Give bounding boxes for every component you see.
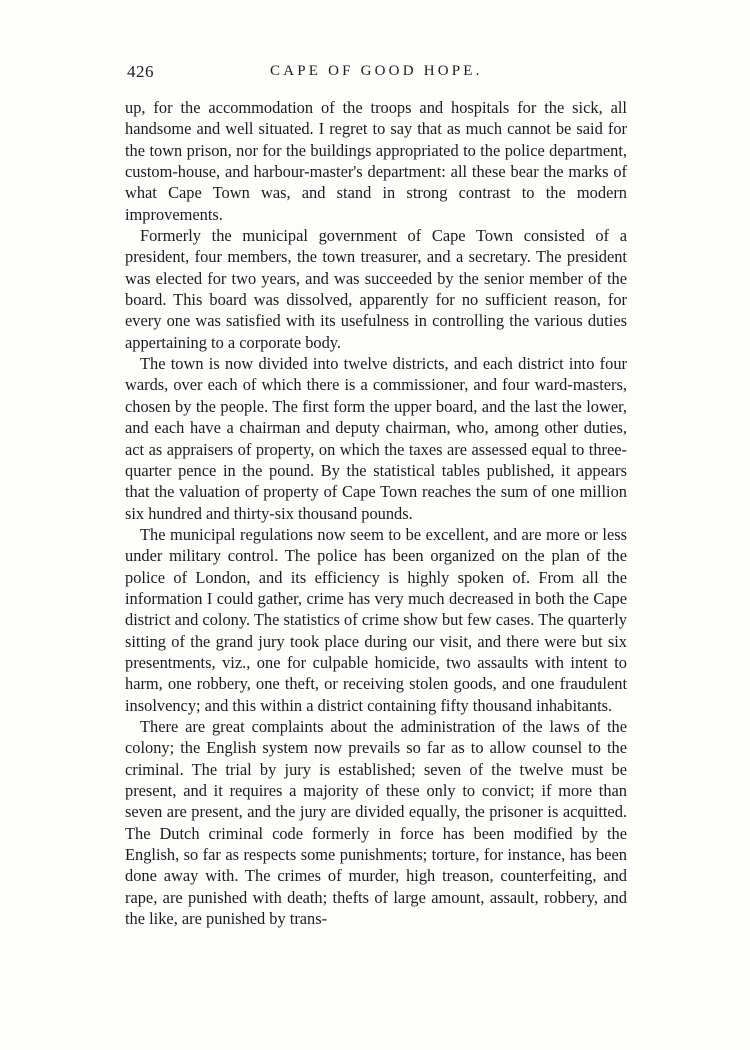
running-head: CAPE OF GOOD HOPE. — [270, 63, 483, 79]
page-header — [127, 62, 627, 86]
paragraph-4: The municipal regulations now seem to be excellent, and are more or less under military control. The police has been organized on the plan of the police of London, and its efficiency is highly spoken of. From all the information I could gather, crime has very much decreased in both the Cape district and colony. The statistics of crime show but few cases. The quarterly sitting of the grand jury took place during our visit, and there were but six presentments, viz., one for culpable homicide, two assaults with intent to harm, one robbery, one theft, or receiving stolen goods, and one fraudulent insolvency; and this within a district containing fifty thousand inhabitants. — [125, 524, 627, 715]
page-number: 426 — [127, 62, 154, 81]
paragraph-1: up, for the accommodation of the troops and hospitals for the sick, all handsome and well situated. I regret to say that as much cannot be said for the town prison, nor for the buildings appropriated to the police department, custom-house, and harbour-master's department: all these bear the marks of what Cape Town was, and stand in strong contrast to the modern improvements. — [125, 98, 627, 224]
paragraph-2: Formerly the municipal government of Cape Town consisted of a president, four members, the town treasurer, and a secretary. The president was elected for two years, and was succeeded by the senior member of the board. This board was dissolved, apparently for no sufficient reason, for every one was satisfied with its usefulness in controlling the various duties appertaining to a corporate body. — [125, 226, 627, 352]
body-text — [125, 97, 627, 929]
paragraph-5: There are great complaints about the administration of the laws of the colony; the English system now prevails so far as to allow counsel to the criminal. The trial by jury is established; seven of the twelve must be present, and it requires a majority of these only to convict; if more than seven are present, and the jury are divided equally, the prisoner is acquitted. The Dutch criminal code formerly in force has been modified by the English, so far as respects some punishments; torture, for instance, has been done away with. The crimes of murder, high treason, counterfeiting, and rape, are punished with death; thefts of large amount, assault, robbery, and the like, are punished by trans- — [125, 716, 627, 929]
paragraph-3: The town is now divided into twelve districts, and each district into four wards, over each of which there is a commissioner, and four ward-masters, chosen by the people. The first form the upper board, and the last the lower, and each have a chairman and deputy chairman, who, among other duties, act as appraisers of property, on which the taxes are assessed equal to three-quarter pence in the pound. By the statistical tables published, it appears that the valuation of property of Cape Town reaches the sum of one million six hundred and thirty-six thousand pounds. — [125, 354, 627, 523]
